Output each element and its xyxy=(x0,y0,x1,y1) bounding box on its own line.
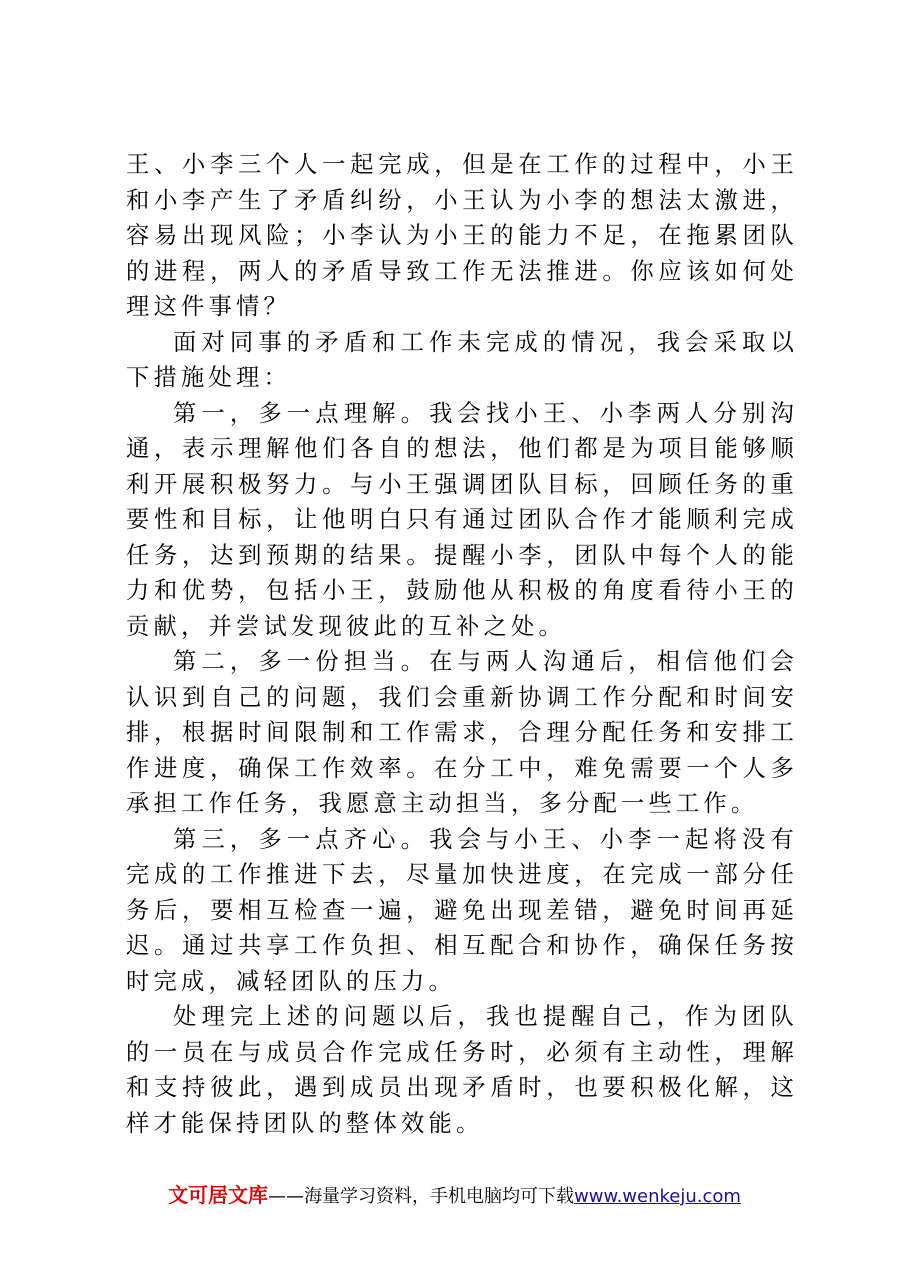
footer-brand: 文可居文库 xyxy=(168,1183,269,1207)
paragraph-intro: 面对同事的矛盾和工作未完成的情况，我会采取以下措施处理： xyxy=(126,328,798,391)
paragraph-point-two: 第二，多一份担当。在与两人沟通后，相信他们会认识到自己的问题，我们会重新协调工作分配和时间安排，根据时间限制和工作需求，合理分配任务和安排工作进度，确保工作效率。在分工中，难免需要一个人多承担工作任务，我愿意主动担当，多分配一些工作。 xyxy=(126,648,798,817)
paragraph-conclusion: 处理完上述的问题以后，我也提醒自己，作为团队的一员在与成员合作完成任务时，必须有主动性，理解和支持彼此，遇到成员出现矛盾时，也要积极化解，这样才能保持团队的整体效能。 xyxy=(126,1003,798,1137)
document-body xyxy=(126,147,798,1141)
paragraph-point-three: 第三，多一点齐心。我会与小王、小李一起将没有完成的工作推进下去，尽量加快进度，在完成一部分任务后，要相互检查一遍，避免出现差错，避免时间再延迟。通过共享工作负担、相互配合和协作，确保任务按时完成，减轻团队的压力。 xyxy=(126,825,798,995)
footer-tagline: ——海量学习资料，手机电脑均可下载 xyxy=(268,1186,575,1207)
footer-link[interactable]: www.wenkeju.com xyxy=(574,1186,741,1207)
paragraph-question: 王、小李三个人一起完成，但是在工作的过程中，小王和小李产生了矛盾纠纷，小王认为小李的想法太激进，容易出现风险；小李认为小王的能力不足，在拖累团队的进程，两人的矛盾导致工作无法推进。你应该如何处理这件事情？ xyxy=(126,151,798,320)
page-footer xyxy=(0,1183,909,1209)
paragraph-point-one: 第一，多一点理解。我会找小王、小李两人分别沟通，表示理解他们各自的想法，他们都是为项目能够顺利开展积极努力。与小王强调团队目标，回顾任务的重要性和目标，让他明白只有通过团队合作才能顺利完成任务，达到预期的结果。提醒小李，团队中每个人的能力和优势，包括小王，鼓励他从积极的角度看待小王的贡献，并尝试发现彼此的互补之处。 xyxy=(126,399,798,640)
